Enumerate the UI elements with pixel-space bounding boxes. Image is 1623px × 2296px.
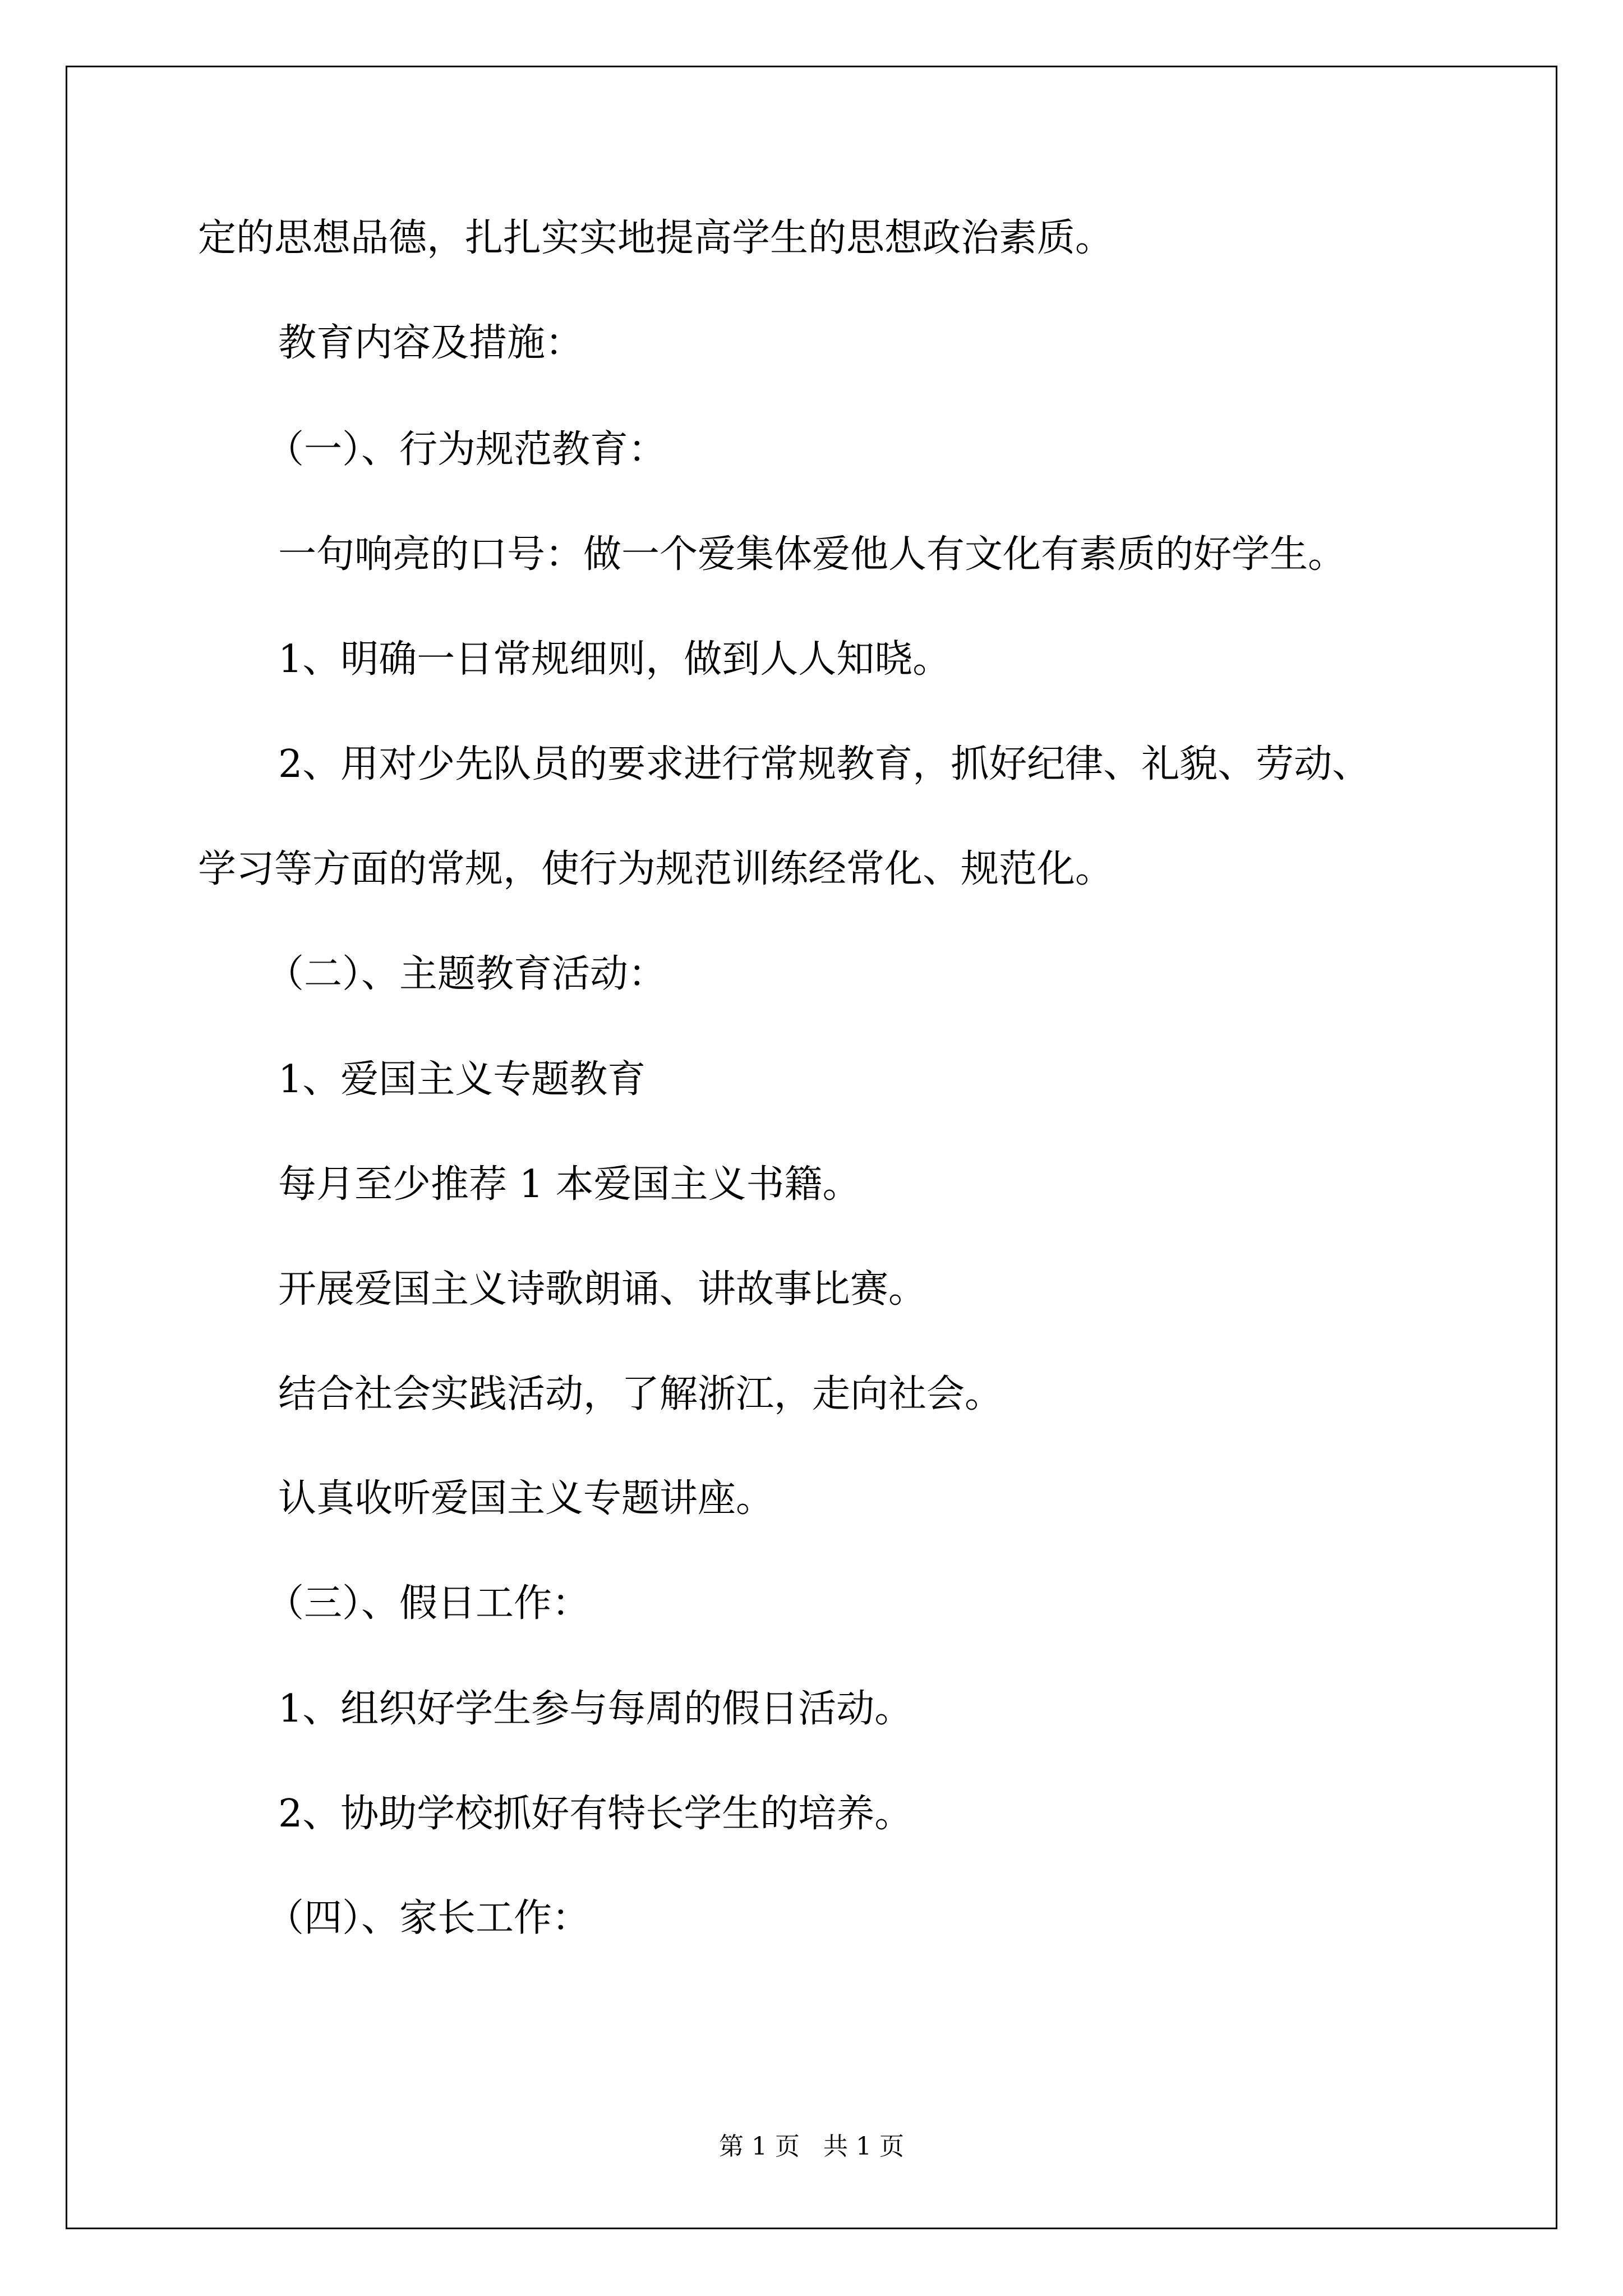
text-line: 定的思想品德，扎扎实实地提高学生的思想政治素质。 <box>198 216 1114 260</box>
page-number-footer: 第 1 页 共 1 页 <box>719 2132 904 2161</box>
text-line: 1、明确一日常规细则，做到人人知晓。 <box>278 637 951 682</box>
text-line: 学习等方面的常规，使行为规范训练经常化、规范化。 <box>198 847 1114 891</box>
text-line: （四）、家长工作： <box>266 1896 591 1940</box>
text-line: 一句响亮的口号：做一个爱集体爱他人有文化有素质的好学生。 <box>278 532 1347 577</box>
text-line: 教育内容及措施： <box>278 321 584 365</box>
text-line: 结合社会实践活动，了解浙江，走向社会。 <box>278 1372 1003 1416</box>
text-line: 1、组织好学生参与每周的假日活动。 <box>278 1687 913 1731</box>
text-line: 1、爱国主义专题教育 <box>278 1057 646 1102</box>
text-line: 每月至少推荐 1 本爱国主义书籍。 <box>278 1162 861 1207</box>
text-line: 2、用对少先队员的要求进行常规教育，抓好纪律、礼貌、劳动、 <box>278 742 1371 786</box>
text-line: 2、协助学校抓好有特长学生的培养。 <box>278 1792 913 1836</box>
text-line: 认真收听爱国主义专题讲座。 <box>278 1476 774 1521</box>
text-line: （一）、行为规范教育： <box>266 427 667 472</box>
text-line: 开展爱国主义诗歌朗诵、讲故事比赛。 <box>278 1267 927 1312</box>
text-line: （二）、主题教育活动： <box>266 952 667 996</box>
text-line: （三）、假日工作： <box>266 1581 591 1626</box>
